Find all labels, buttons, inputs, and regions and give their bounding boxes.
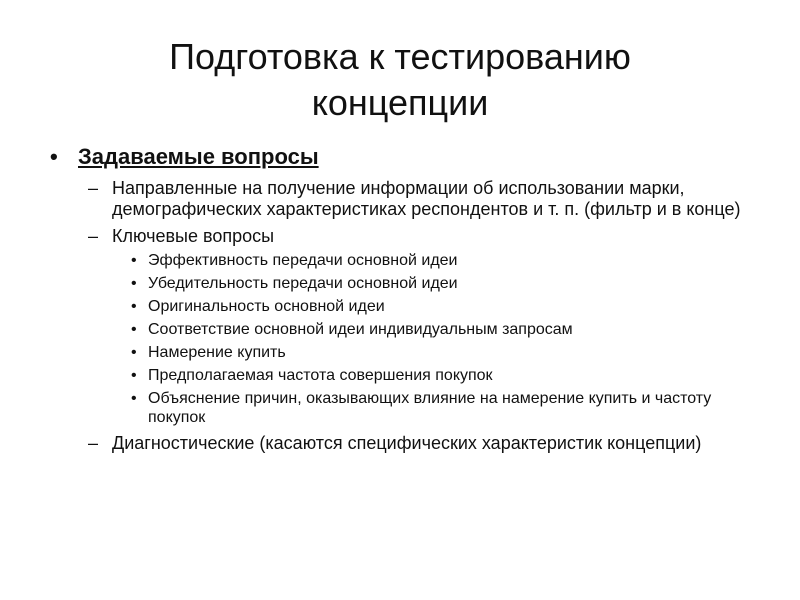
dash-icon: – [88, 226, 99, 246]
list-item-diagnostic-questions [48, 433, 748, 454]
slide-title-line-2: концепции [311, 82, 489, 123]
sublist-item-text: Намерение купить [148, 344, 286, 361]
sublist-item [48, 320, 728, 339]
bullet-dot-icon: • [131, 275, 137, 292]
sublist-item-text: Оригинальность основной идеи [148, 298, 385, 315]
dash-icon: – [88, 178, 99, 198]
sublist-item [48, 251, 728, 270]
sublist-item [48, 343, 728, 362]
bullet-level-1 [48, 142, 748, 172]
bullet-dot-icon: • [131, 321, 137, 338]
sublist-item-text: Объяснение причин, оказывающих влияние на намерение купить и частоту покупок [148, 390, 712, 426]
list-item-filter-questions [48, 178, 748, 220]
sublist-item-text: Соответствие основной идеи индивидуальным запросам [148, 321, 573, 338]
sublist-item [48, 389, 728, 427]
sublist-item [48, 366, 728, 385]
list-item-text: Направленные на получение информации об использовании марки, демографических характеристиках респондентов и т. п. (фильтр и в конце) [112, 178, 741, 219]
list-item-text: Ключевые вопросы [112, 226, 275, 246]
bullet-level-1-text: Задаваемые вопросы [78, 144, 319, 169]
bullet-dot-icon: • [131, 367, 137, 384]
bullet-dot-icon: • [50, 144, 58, 169]
bullet-dot-icon: • [131, 252, 137, 269]
bullet-dot-icon: • [131, 344, 137, 361]
bullet-dot-icon: • [131, 298, 137, 315]
slide-title [60, 34, 740, 126]
dash-icon: – [88, 433, 99, 453]
key-questions-sublist [48, 251, 748, 427]
slide-content [48, 142, 748, 454]
list-item-key-questions [48, 226, 748, 247]
sublist-item-text: Убедительность передачи основной идеи [148, 275, 458, 292]
sublist-item [48, 297, 728, 316]
sublist-item [48, 274, 728, 293]
list-item-text: Диагностические (касаются специфических характеристик концепции) [112, 433, 702, 453]
slide-title-line-1: Подготовка к тестированию [169, 36, 631, 77]
bullet-dot-icon: • [131, 390, 137, 407]
sublist-item-text: Предполагаемая частота совершения покупок [148, 367, 493, 384]
sublist-item-text: Эффективность передачи основной идеи [148, 252, 458, 269]
